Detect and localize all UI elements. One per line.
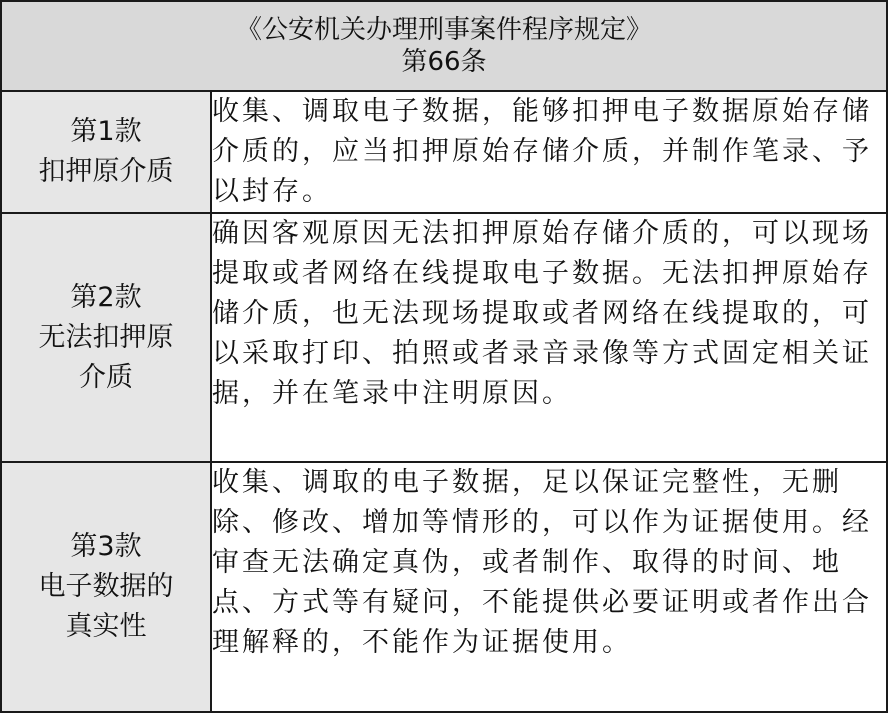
table-row bbox=[1, 213, 887, 462]
clause-text: 收集、调取的电子数据，足以保证完整性，无删除、修改、增加等情形的，可以作为证据使用。经审查无法确定真伪，或者制作、取得的时间、地点、方式等有疑问，不能提供必要证明或者作出合理解释的，不能作为证据使用。 bbox=[211, 462, 887, 712]
clause-topic: 无法扣押原介质 bbox=[38, 321, 174, 393]
clause-number: 第3款 bbox=[70, 531, 142, 562]
clause-topic: 扣押原介质 bbox=[38, 156, 174, 187]
clause-text: 确因客观原因无法扣押原始存储介质的，可以现场提取或者网络在线提取电子数据。无法扣押原始存储介质，也无法现场提取或者网络在线提取的，可以采取打印、拍照或者录音录像等方式固定相关证据，并在笔录中注明原因。 bbox=[211, 213, 887, 462]
clause-label-cell bbox=[1, 462, 211, 712]
table-row bbox=[1, 91, 887, 213]
table-header-row bbox=[1, 1, 887, 91]
article-number: 第66条 bbox=[401, 47, 487, 77]
regulation-title: 《公安机关办理刑事案件程序规定》 bbox=[235, 15, 652, 45]
clause-label-cell bbox=[1, 91, 211, 213]
table-header bbox=[1, 1, 887, 91]
clause-number: 第2款 bbox=[70, 281, 142, 313]
clause-number: 第1款 bbox=[70, 116, 142, 147]
clause-topic: 电子数据的真实性 bbox=[38, 571, 174, 642]
clause-label-cell bbox=[1, 213, 211, 462]
clause-text: 收集、调取电子数据，能够扣押电子数据原始存储介质的，应当扣押原始存储介质，并制作笔录、予以封存。 bbox=[211, 91, 887, 213]
table-row bbox=[1, 462, 887, 712]
